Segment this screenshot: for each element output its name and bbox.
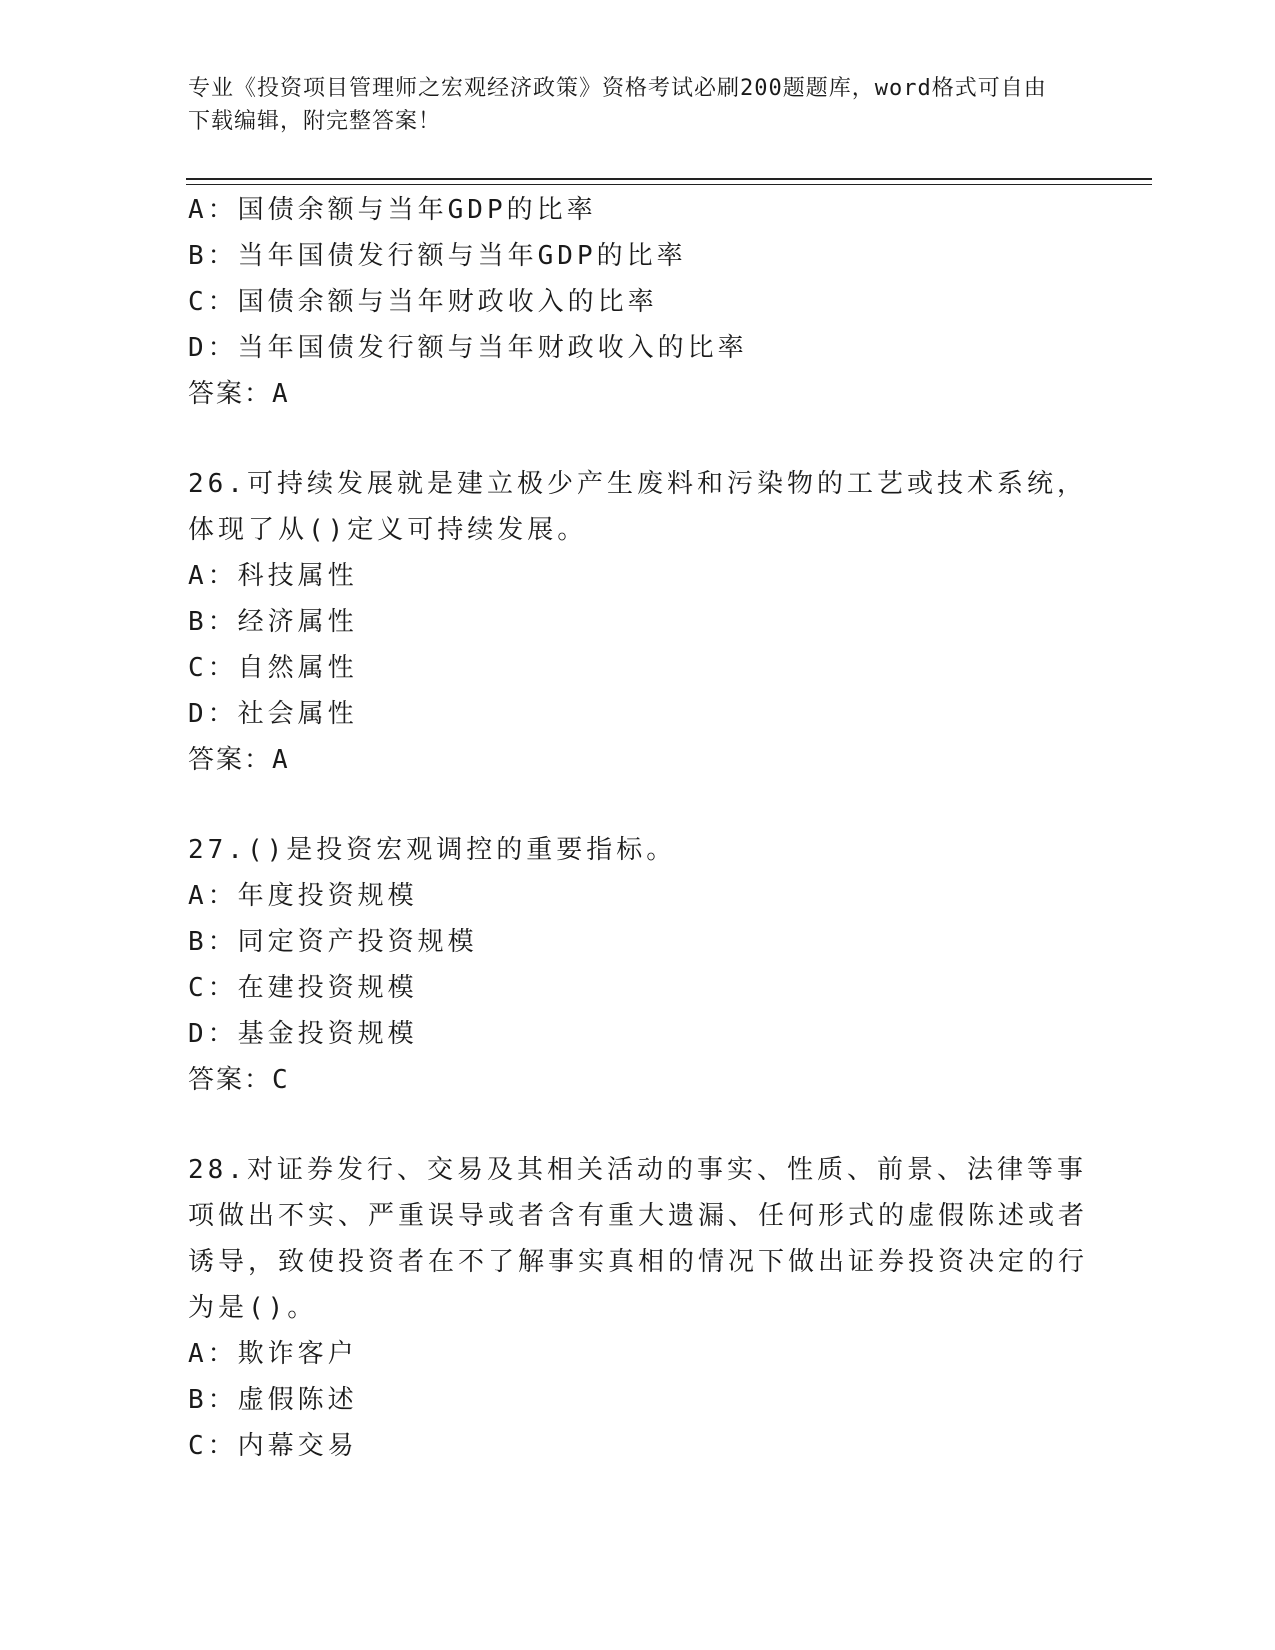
option-b: B：经济属性 [188,607,358,637]
question-block-25 [188,187,1088,417]
document-header: 专业《投资项目管理师之宏观经济政策》资格考试必刷200题题库，word格式可自由下载编辑，附完整答案！ [188,76,1047,134]
question-block-28 [188,1147,1088,1469]
answer-line: 答案：C [188,1065,290,1095]
answer-line: 答案：A [188,745,290,775]
question-block-27 [188,827,1088,1103]
answer-line: 答案：A [188,379,290,409]
option-d: D：当年国债发行额与当年财政收入的比率 [188,333,748,363]
question-block-26 [188,461,1088,783]
option-b: B：虚假陈述 [188,1385,358,1415]
option-a: A：国债余额与当年GDP的比率 [188,195,597,225]
option-c: C：在建投资规模 [188,973,418,1003]
option-a: A：科技属性 [188,561,358,591]
option-d: D：社会属性 [188,699,358,729]
option-b: B：同定资产投资规模 [188,927,478,957]
option-c: C：国债余额与当年财政收入的比率 [188,287,658,317]
question-stem: 27.()是投资宏观调控的重要指标。 [188,835,677,865]
option-c: C：内幕交易 [188,1431,358,1461]
question-stem: 26.可持续发展就是建立极少产生废料和污染物的工艺或技术系统，体现了从()定义可持续发展。 [188,469,1087,545]
option-b: B：当年国债发行额与当年GDP的比率 [188,241,687,271]
question-list [188,187,1088,1469]
header-divider-thin [186,184,1152,185]
option-c: C：自然属性 [188,653,358,683]
option-d: D：基金投资规模 [188,1019,418,1049]
option-a: A：年度投资规模 [188,881,418,911]
header-divider-thick [186,178,1152,180]
option-a: A：欺诈客户 [188,1339,358,1369]
question-stem: 28.对证券发行、交易及其相关活动的事实、性质、前景、法律等事项做出不实、严重误导或者含有重大遗漏、任何形式的虚假陈述或者诱导，致使投资者在不了解事实真相的情况下做出证券投资决定的行为是()。 [188,1155,1089,1323]
